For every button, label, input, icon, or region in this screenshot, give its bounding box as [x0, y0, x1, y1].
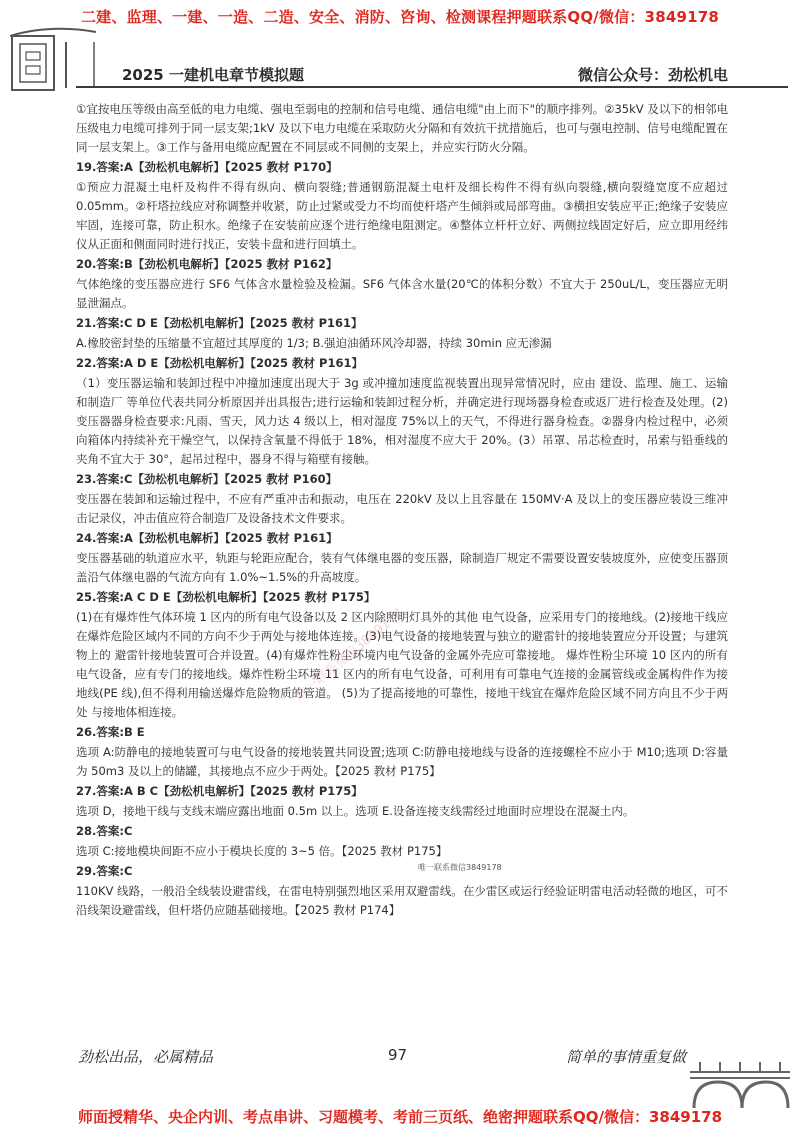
answer-heading: 21.答案:C D E【劲松机电解析】【2025 教材 P161】 [76, 316, 363, 330]
paragraph: （1）变压器运输和装卸过程中冲撞加速度出现大于 3g 或冲撞加速度监视装置出现异常情况时，应由 建设、监理、施工、运输和制造厂 等单位代表共同分析原因并出具报告;进行运输和装卸过程分析，并确定进行现场器身检查或返厂进行检查及处理。(2)变压器器身检查要求:凡雨、雪天，风力达 4 级以上，相对湿度 75%以上的天气，不得进行器身检查。②器身内检过程中，必须向箱体内持续补充干燥空气，以保持含氧量不得低于 18%，相对湿度不应大于 20%。(3）吊罩、吊芯检查时，吊索与铅垂线的夹角不宜大于 30°，起吊过程中，器身不得与箱壁有接触。 [76, 376, 728, 466]
paragraph: 变压器基础的轨道应水平，轨距与轮距应配合，装有气体继电器的变压器，除制造厂规定不需要设置安装坡度外，应使变压器顶盖沿气体继电器的气流方向有 1.0%~1.5%的升高坡度。 [76, 551, 728, 584]
answer-heading: 28.答案:C [76, 824, 133, 838]
paragraph: 变压器在装卸和运输过程中，不应有严重冲击和振动，电压在 220kV 及以上且容量在 150MV·A 及以上的变压器应装设三维冲击记录仪，冲击值应符合制造厂及设备技术文件要求。 [76, 492, 728, 525]
watermark-stamp: 唯一联系微信3849178 [418, 863, 502, 872]
answer-heading: 25.答案:A C D E【劲松机电解析】【2025 教材 P175】 [76, 590, 376, 604]
paragraph: ①宜按电压等级由高至低的电力电缆、强电至弱电的控制和信号电缆、通信电缆"由上而下"的顺序排列。②35kV 及以下的相邻电压级电力电缆可排列于同一层支架;1kV 及以下电力电缆在采取防火分隔和有效抗干扰措施后，也可与强电控制、信号电缆配置在同一层支架上。③工作与备用电缆应配置在不同层或不同侧的支架上，并应实行防火分隔。 [76, 102, 728, 154]
paragraph: 110KV 线路，一般沿全线装设避雷线，在雷电特别强烈地区采用双避雷线。在少雷区或运行经验证明雷电活动轻微的地区，可不沿线架设避雷线，但杆塔仍应随基础接地。【2025 教材 P174】 [76, 884, 728, 917]
watermark-text: 唯一联系微信3849178 [292, 605, 407, 705]
header-divider [76, 86, 788, 88]
answer-heading: 22.答案:A D E【劲松机电解析】【2025 教材 P161】 [76, 356, 363, 370]
answer-heading: 19.答案:A【劲松机电解析】【2025 教材 P170】 [76, 160, 338, 174]
bottom-contact-banner: 师面授精华、央企内训、考点串讲、习题模考、考前三页纸、绝密押题联系QQ/微信：3849178 [77, 1108, 723, 1126]
answer-heading: 24.答案:A【劲松机电解析】【2025 教材 P161】 [76, 531, 338, 545]
paragraph: 选项 D，接地干线与支线末端应露出地面 0.5m 以上。选项 E.设备连接支线需经过地面时应埋设在混凝土内。 [76, 804, 635, 818]
answer-content [76, 100, 728, 921]
paragraph: (1)在有爆炸性气体环境 1 区内的所有电气设备以及 2 区内除照明灯具外的其他 电气设备，应采用专门的接地线。(2)接地干线应在爆炸危险区域内不同的方向不少于两处与接地体连接。(3)电气设备的接地装置与独立的避雷针的接地装置应分开设置；与建筑物上的 避雷针接地装置可合并设置。(4)有爆炸性粉尘环境内电气设备的金属外壳应可靠接地。 爆炸性粉尘环境 10 区内的所有电气设备，应有专门的接地线。爆炸性粉尘环境 11 区内的所有电气设备，可利用有可靠电气连接的金属管线或金属构件作为接地线(PE 线),但不得利用输送爆炸危险物质的管道。 (5)为了提高接地的可靠性，接地干线宜在爆炸危险区域不同方向且不少于两处 与接地体相连接。 [76, 610, 728, 719]
answer-heading: 23.答案:C【劲松机电解析】【2025 教材 P160】 [76, 472, 338, 486]
top-contact-banner: 二建、监理、一建、一造、二造、安全、消防、咨询、检测课程押题联系QQ/微信：3849178 [80, 8, 720, 26]
paragraph: 选项 A:防静电的接地装置可与电气设备的接地装置共同设置;选项 C:防静电接地线与设备的连接螺栓不应小于 M10;选项 D:容量为 50m3 及以上的储罐，其接地点不应少于两处。【2025 教材 P175】 [76, 745, 728, 778]
footer-slogan-right: 简单的事情重复做 [566, 1048, 687, 1066]
answer-heading: 29.答案:C [76, 864, 133, 878]
paragraph: 选项 C:接地模块间距不应小于模块长度的 3~5 倍。【2025 教材 P175】 [76, 844, 448, 858]
answer-heading: 26.答案:B E [76, 725, 145, 739]
paragraph: ①预应力混凝土电杆及构件不得有纵向、横向裂缝;普通钢筋混凝土电杆及细长构件不得有纵向裂缝,横向裂缝宽度不应超过 0.05mm。②杆塔拉线应对称调整并收紧，防止过紧或受力不均而使杆塔产生倾斜或局部弯曲。③横担安装应平正;绝缘子安装应牢固，连接可靠，防止积水。绝缘子在安装前应逐个进行绝缘电阻测定。④整体立杆杆立好、两侧拉线固定好后，应立即用经纬仪从正面和侧面同时进行找正，安装卡盘和进行回填土。 [76, 180, 728, 251]
page-number: 97 [388, 1046, 408, 1064]
footer-slogan-left: 劲松出品，必属精品 [78, 1048, 214, 1066]
page-header-title: 2025 一建机电章节模拟题 [122, 66, 304, 84]
paragraph: A.橡胶密封垫的压缩量不宜超过其厚度的 1/3; B.强迫油循环风冷却器，持续 30min 应无渗漏 [76, 336, 552, 350]
paragraph: 气体绝缘的变压器应进行 SF6 气体含水量检验及检漏。SF6 气体含水量(20℃的体积分数）不宜大于 250uL/L，变压器应无明显泄漏点。 [76, 277, 728, 310]
page-header-wechat: 微信公众号：劲松机电 [577, 66, 728, 84]
answer-heading: 20.答案:B【劲松机电解析】【2025 教材 P162】 [76, 257, 338, 271]
bridge-icon [690, 1052, 790, 1108]
answer-heading: 27.答案:A B C【劲松机电解析】【2025 教材 P175】 [76, 784, 363, 798]
